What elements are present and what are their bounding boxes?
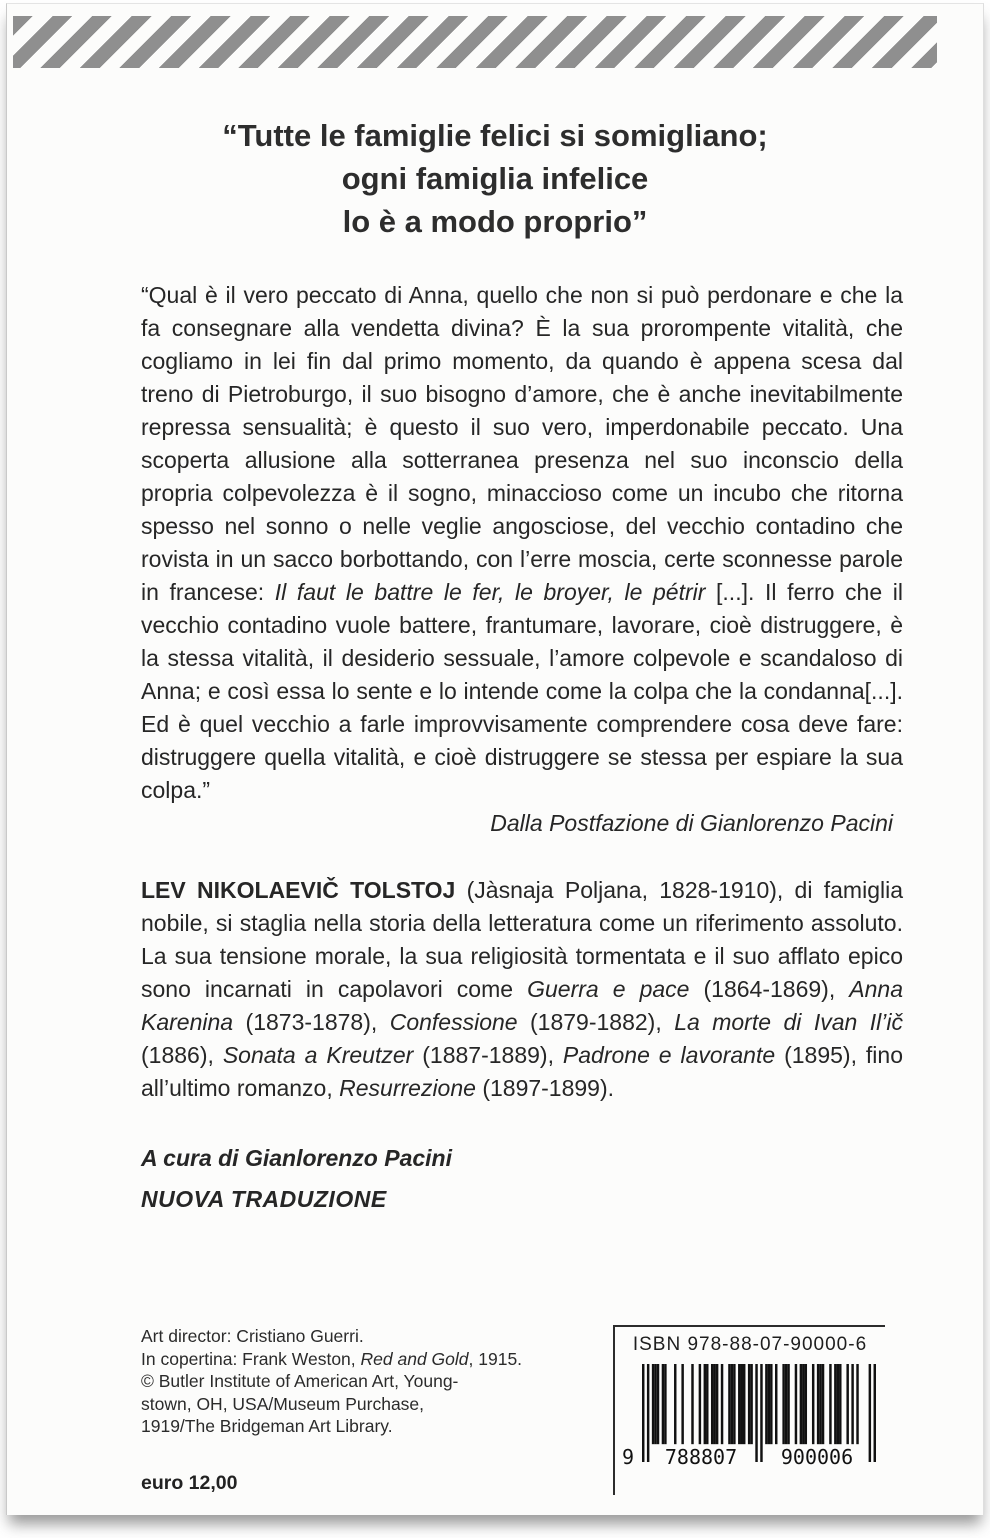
diagonal-stripes-band [13,16,937,68]
quote-line-3: lo è a modo proprio” [342,204,648,239]
isbn-label: ISBN 978-88-07-90000-6 [632,1334,868,1355]
price-label: euro 12,00 [141,1472,238,1494]
credit-line: In copertina: Frank Weston, Red and Gold, 1915. [141,1348,523,1369]
isbn-box [613,1325,885,1495]
quote-heading [7,114,983,243]
quote-line-2: ogni famiglia infelice [341,161,649,196]
book-back-cover [6,3,984,1515]
blurb-attribution: Dalla Postfazione di Gianlorenzo Pacini [490,810,893,836]
barcode [624,1364,876,1482]
credit-line: stown, OH, USA/Museum Purchase, [141,1393,425,1414]
credit-line: Art director: Cristiano Guerri. [141,1326,364,1346]
edition-note: NUOVA TRADUZIONE [141,1186,387,1212]
barcode-digit-lead: 9 [622,1445,635,1469]
credits-block [141,1325,613,1438]
blurb-paragraph: “Qual è il vero peccato di Anna, quello che non si può perdonare e che la fa consegnare alla vendetta divina? È la sua prorompente vitalità, che cogliamo in lei fin dal primo momento, da quando è appena scesa dal treno di Pietroburgo, il suo bisogno d’amore, che è anche inevitabilmente repressa sensualità; è questo il suo vero, imperdonabile peccato. Una scoperta allusione alla sotterranea presenza nel suo inconscio della propria colpevolezza è il sogno, minaccioso come un incubo che ritorna spesso nel sonno o nelle veglie angosciose, del vecchio contadino che rovista in un sacco borbottando, con l’erre moscia, certe sconnesse parole in francese: Il faut le battre le fer, le broyer, le pétrir [...]. Il ferro che il vecchio contadino vuole battere, frantumare, lavorare, cioè distruggere, è la stessa vitalità, il desiderio sessuale, l’amore colpevole e scandaloso di Anna; e così essa lo sente e lo intende come la colpa che la condanna[...]. Ed è quel vecchio a farle improvvisamente comprendere cosa deve fare: distruggere quella vitalità, e cioè distruggere se stessa per espiare la sua colpa.” [141,282,903,803]
quote-line-1: “Tutte le famiglie felici si somigliano; [222,118,768,153]
barcode-digit-group-1: 788807 [664,1445,738,1469]
editor-credit: A cura di Gianlorenzo Pacini [141,1145,452,1171]
barcode-digit-group-2: 900006 [780,1445,854,1469]
footer [141,1325,885,1495]
credit-line: © Butler Institute of American Art, Young- [141,1371,459,1391]
author-bio-paragraph: LEV NIKOLAEVIČ TOLSTOJ (Jàsnaja Poljana, 1828-1910), di famiglia nobile, si staglia nella storia della letteratura come un riferimento assoluto. La sua tensione morale, la sua religiosità tormentata e il suo afflato epico sono incarnati in capolavori come Guerra e pace (1864-1869), Anna Karenina (1873-1878), Confessione (1879-1882), La morte di Ivan Il’ič (1886), Sonata a Kreutzer (1887-1889), Padrone e lavorante (1895), fino all’ultimo romanzo, Resurrezione (1897-1899). [141,877,904,1101]
credits-column [141,1325,613,1495]
credit-line: 1919/The Bridgeman Art Library. [141,1416,393,1436]
